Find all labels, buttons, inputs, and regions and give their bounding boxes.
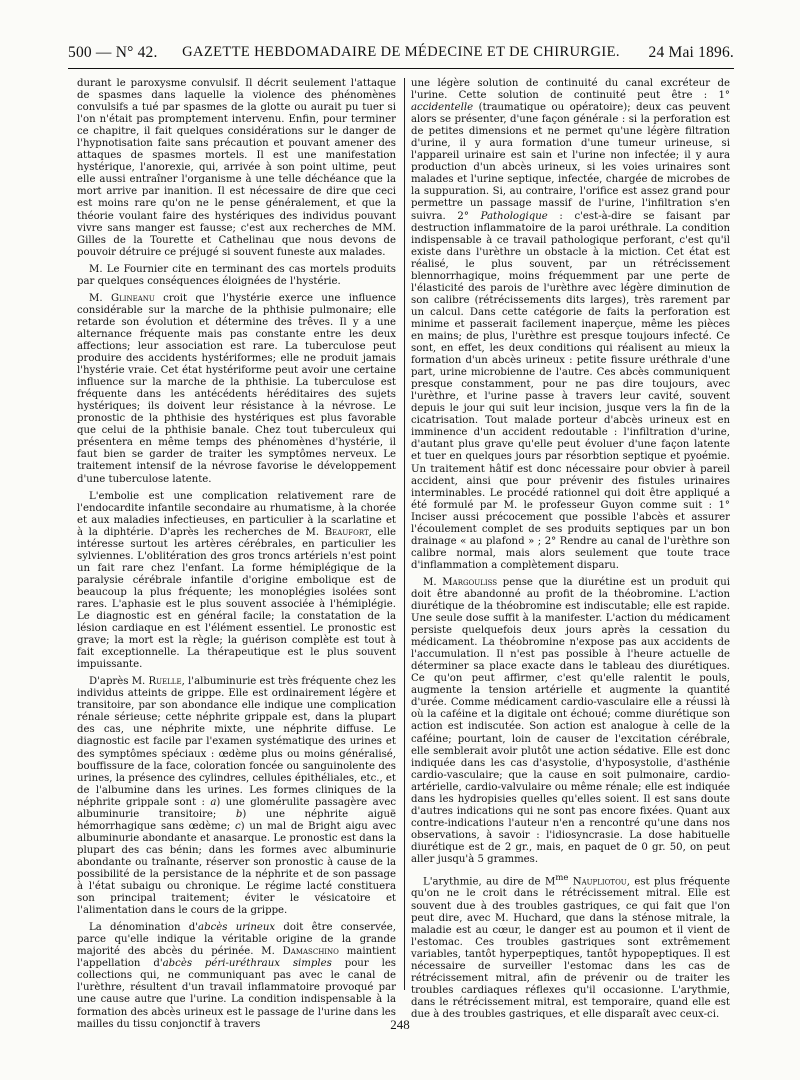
header-date: 24 Mai 1896.	[648, 44, 734, 61]
header-publication-title: GAZETTE HEBDOMADAIRE DE MÉDECINE ET DE CHIRURGIE.	[182, 44, 620, 60]
paragraph: M. Margouliss pense que la diurétine est un produit qui doit être abandonné au profit de la théobromine. L'action diurétique de la théobromine est indiscutable; elle est rapide. Une seule dose suffit à la manifester. L'action du médicament persiste quelquefois deux jours après la cessation du médicament. La théobromine n'expose pas aux accidents de l'accumulation. Il n'est pas possible à l'heure actuelle de déterminer sa place exacte dans le tableau des diurétiques. Ce qu'on peut affirmer, c'est qu'elle ralentit le pouls, augmente la tension artérielle et augmente la quantité d'urée. Comme médicament cardio-vasculaire elle a réussi là où la caféine et la digitale ont échoué; comme diurétique son action est indiscutée. Son action est analogue à celle de la caféine; pourtant, loin de causer de l'excitation cérébrale, elle semblerait avoir plutôt une action sédative. Elle est donc indiquée dans les cas d'asystolie, d'hyposystolie, d'asthénie cardio-vasculaire; que la cause en soit pulmonaire, cardio-artérielle, cardio-valvulaire ou même rénale; elle est indiquée dans les hydropisies quelles qu'elles soient. Il est sans doute d'autres indications qui ne sont pas encore fixées. Quant aux contre-indications l'auteur n'en a rencontré qu'une dans nos observations, à savoir : l'idiosyncrasie. La dose habituelle diurétique est de 2 gr., mais, en paquet de 0 gr. 50, on peut aller jusqu'à 5 grammes.	[411, 576, 731, 865]
paragraph: M. Glineanu croit que l'hystérie exerce une influence considérable sur la marche de la phthisie pulmonaire; elle retarde son évolution et détermine des trêves. Il y a une alternance fréquente mais pas constante entre les deux affections; leur association est rare. La tuberculose peut produire des accidents hystériformes; elle ne produit jamais l'hystérie vraie. Cet état hystériforme peut avoir une certaine influence sur la marche de la phthisie. La tuberculose est fréquente dans les antécédents héréditaires des sujets hystériques; ils doivent leur résistance à la névrose. Le pronostic de la phthisie des hystériques est plus favorable que celui de la phthisie banale. Chez tout tuberculeux qui présentera en même temps des phénomènes d'hystérie, il faut bien se garder de traiter les symptômes nerveux. Le traitement intensif de la névrose favorise le développement d'une tuberculose latente.	[77, 292, 396, 485]
paragraph: une légère solution de continuité du canal excréteur de l'urine. Cette solution de continuité peut être : 1° accidentelle (traumatique ou opératoire); deux cas peuvent alors se présenter, d'une façon générale : si la perforation est de petites dimensions et ne permet qu'une légère filtration d'urine, il y aura formation d'une tumeur urineuse, si l'appareil urinaire est sain et l'urine non infectée; il y aura production d'un abcès urineux, si les voies urinaires sont malades et l'urine septique, infectée, chargée de microbes de la suppuration. Si, au contraire, l'orifice est assez grand pour permettre un passage massif de l'urine, l'infiltration s'en suivra. 2° Pathologique : c'est-à-dire se faisant par destruction inflammatoire de la paroi uréthrale. La condition indispensable à ce travail pathologique perforant, c'est qu'il existe dans l'urèthre un obstacle à la miction. Cet état est réalisé, le plus souvent, par un rétrécissement blennorrhagique, moins fréquemment par une perte de l'élasticité des parois de l'urèthre avec légère diminution de son calibre (rétrécissements dits larges), très rarement par un calcul. Dans cette catégorie de faits la perforation est minime et passerait facilement inaperçue, même les pièces en mains; de plus, l'urèthre est presque toujours infecté. Ce sont, en effet, les deux conditions qui réalisent au mieux la formation d'un abcès urineux : petite fissure uréthrale d'une part, urine microbienne de l'autre. Ces abcès communiquent presque constamment, pour ne pas dire toujours, avec l'urèthre, et l'urine passe à travers leur cavité, souvent depuis le jour qui suit leur incision, jusque vers la fin de la cicatrisation. Tout malade porteur d'abcès urineux est en imminence d'un accident redoutable : l'infiltration d'urine, d'autant plus grave qu'elle peut évoluer d'une façon latente et tuer en quelques jours par résorbtion septique et pyoémie. Un traitement hâtif est donc nécessaire pour obvier à pareil accident, ainsi que pour prévenir des fistules urinaires interminables. Le procédé rationnel qui doit être appliqué a été formulé par M. le professeur Guyon comme suit : 1° Inciser aussi précocement que possible l'abcès et assurer l'écoulement complet de ses produits septiques par un bon drainage « au plafond » ; 2° Rendre au canal de l'urèthre son calibre normal, mais alors seulement que toute trace d'inflammation a complètement disparu.	[411, 78, 730, 571]
left-text-column	[77, 78, 397, 1030]
page-header	[68, 40, 734, 69]
column-divider	[404, 78, 405, 990]
paragraph: M. Le Fournier cite en terminant des cas mortels produits par quelques conséquences éloignées de l'hystérie.	[77, 263, 396, 287]
paragraph: L'embolie est une complication relativement rare de l'endocardite infantile secondaire au rhumatisme, à la chorée et aux maladies infectieuses, en particulier à la scarlatine et à la diphtérie. D'après les recherches de M. Beaufort, elle intéresse surtout les artères cérébrales, en particulier les sylviennes. L'oblitération des gros troncs artériels n'est point un fait rare chez l'enfant. La forme hémiplégique de la paralysie cérébrale infantile d'origine embolique est de beaucoup la plus fréquente; les monoplégies isolées sont rares. L'aphasie est le plus souvent associée à l'hémiplégie. Le diagnostic est en général facile; la constatation de la lésion cardiaque en est l'élément essentiel. Le pronostic est grave; la mort est la règle; la guérison complète est tout à fait exceptionnelle. La thérapeutique est le plus souvent impuissante.	[77, 490, 396, 671]
paragraph: L'arythmie, au dire de $M^{me}$ Naupliotou, est plus fréquente qu'on ne le croit dans le rétrécissement mitral. Elle est souvent due à des troubles gastriques, ce qui fait que l'on peut dire, avec M. Huchard, que dans la sténose mitrale, la maladie est au cœur, le danger est au poumon et il vient de l'estomac. Ces troubles gastriques sont extrêmement variables, tantôt hyperpeptiques, tantôt hypopeptiques. Il est nécessaire de surveiller l'estomac dans les cas de rétrécissement mitral, afin de prévenir ou de traiter les troubles cardiaques réflexes qu'il occasionne. L'arythmie, dans le rétrécissement mitral, est temporaire, quand elle est due à des troubles gastriques, et elle disparaît avec ceux-ci.	[411, 872, 730, 1020]
paragraph: D'après M. Ruelle, l'albuminurie est très fréquente chez les individus atteints de grippe. Elle est ordinairement légère et transitoire, par son abondance elle indique une complication rénale sérieuse; cette néphrite grippale est, dans la plupart des cas, une néphrite mixte, une néphrite diffuse. Le diagnostic est facile par l'examen systématique des urines et des symptômes spéciaux : œdème plus ou moins généralisé, bouffissure de la face, coloration foncée ou sanguinolente des urines, la présence des cylindres, cellules épithéliales, etc., et de l'albumine dans les urines. Les formes cliniques de la néphrite grippale sont : a) une glomérulite passagère avec albuminurie transitoire; b) une néphrite aiguë hémorrhagique sans œdème; c) un mal de Bright aigu avec albuminurie abondante et anasarque. Le pronostic est dans la plupart des cas bénin; dans les formes avec albuminurie abondante ou traînante, réserver son pronostic à cause de la possibilité de la persistance de la néphrite et de son passage à l'état subaigu ou chronique. Le régime lacté constituera son principal traitement; éviter le vésicatoire et l'alimentation dans le cours de la grippe.	[77, 676, 396, 917]
right-text-column	[411, 78, 731, 1020]
header-issue-number: 500 — N° 42.	[68, 44, 158, 61]
paragraph: La dénomination d'abcès urineux doit être conservée, parce qu'elle indique la véritable origine de la grande majorité des abcès du périnée. M. Damaschino maintient l'appellation d'abcès péri-uréthraux simples pour les collections qui, ne communiquant pas avec le canal de l'urèthre, résultent d'un travail inflammatoire provoqué par une cause autre que l'urine. La condition indispensable à la formation des abcès urineux est le passage de l'urine dans les mailles du tissu conjonctif à travers	[77, 922, 397, 1030]
page-number: 248	[390, 1017, 410, 1032]
paragraph: durant le paroxysme convulsif. Il décrit seulement l'attaque de spasmes dans laquelle la violence des phénomènes convulsifs a tué par spasmes de la glotte ou aurait pu tuer si l'on n'était pas promptement intervenu. Enfin, pour terminer ce chapitre, il fait quelques considérations sur le danger de l'hypnotisation faite sans précaution et pouvant amener des attaques de spasmes mortels. Il est une manifestation hystérique, l'anorexie, qui, arrivée à son point ultime, peut elle aussi entraîner l'organisme à une telle déchéance que la mort arrive par inanition. Il est nécessaire de dire que ceci est moins rare qu'on ne le pense généralement, et que la théorie voulant faire des hystériques des individus pouvant vivre sans manger est fausse; c'est aux recherches de MM. Gilles de la Tourette et Cathelinau que nous devons de pouvoir détruire ce préjugé si souvent funeste aux malades.	[77, 78, 396, 258]
